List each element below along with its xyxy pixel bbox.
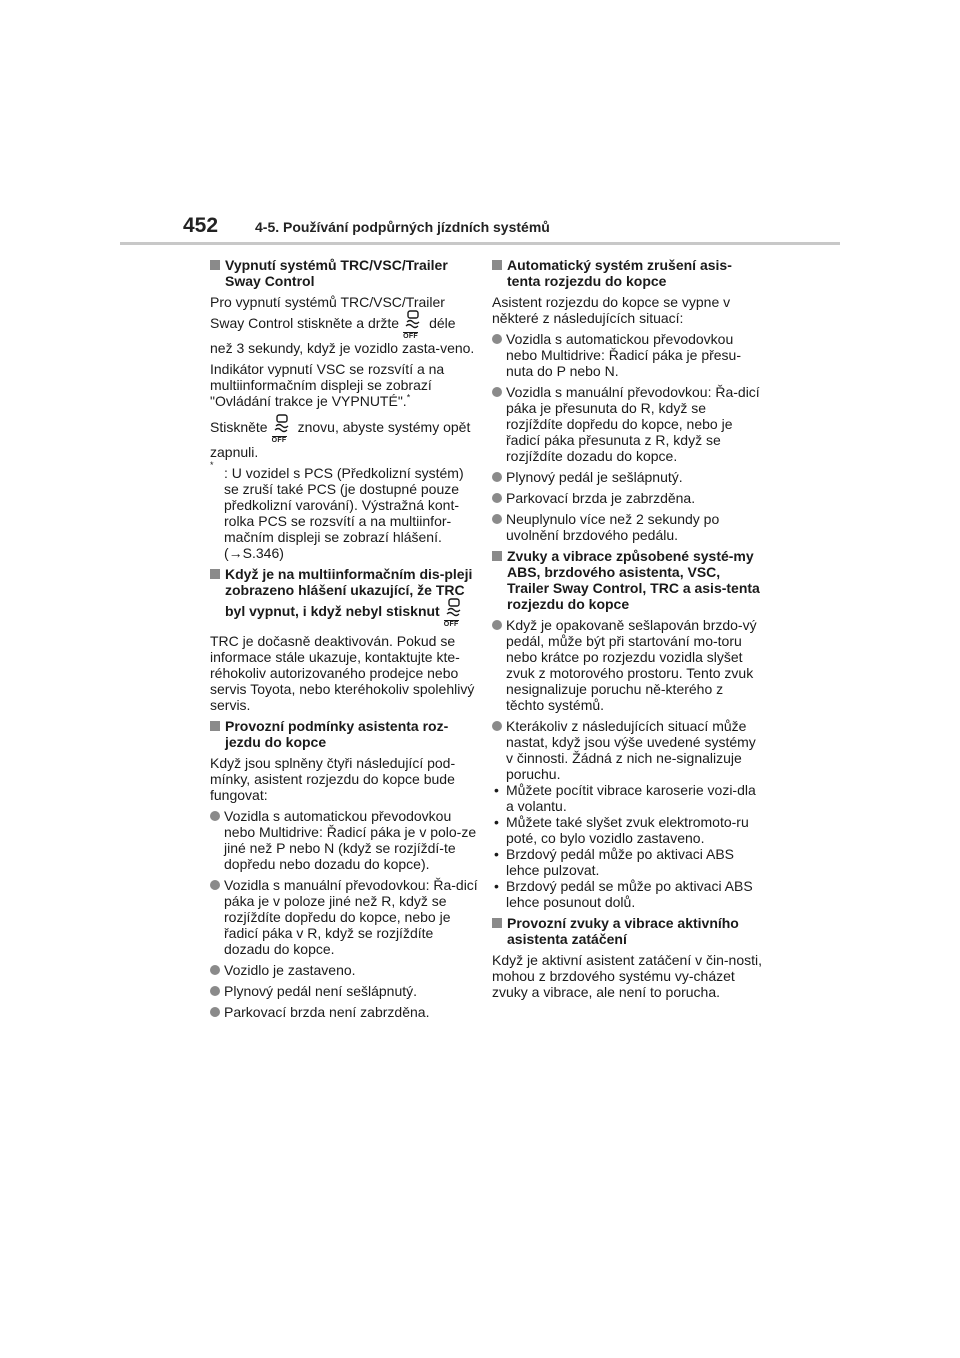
- round-bullet-icon: [210, 1007, 220, 1017]
- left-column: [210, 257, 480, 1025]
- list-item: Parkovací brzda není zabrzděna.: [210, 1004, 480, 1020]
- list-item: Vozidla s automatickou převodovkou nebo Multidrive: Řadicí páka je v polo-ze jiné než P nebo N (když se rozjíždí-te dopředu nebo dozadu do kopce).: [210, 808, 480, 872]
- section-heading: Provozní podmínky asistenta roz-jezdu do kopce: [210, 718, 480, 750]
- traction-off-icon: [272, 414, 294, 444]
- page-header: [183, 214, 550, 238]
- list-item: Vozidla s automatickou převodovkou nebo Multidrive: Řadicí páka je přesu-nuta do P nebo N.: [492, 331, 762, 379]
- off-label: OFF: [443, 621, 459, 628]
- round-bullet-icon: [210, 811, 220, 821]
- round-bullet-icon: [210, 986, 220, 996]
- dash-bullet: •: [494, 846, 499, 862]
- off-label: OFF: [271, 437, 287, 444]
- paragraph: Stiskněte OFF znovu, abyste systémy opět zapnuli.: [210, 414, 480, 460]
- round-bullet-icon: [210, 880, 220, 890]
- section-heading: Vypnutí systémů TRC/VSC/Trailer Sway Control: [210, 257, 480, 289]
- round-bullet-icon: [492, 493, 502, 503]
- sub-list-item: • Brzdový pedál může po aktivaci ABS lehce pulzovat.: [494, 846, 735, 878]
- page-number: 452: [183, 214, 219, 237]
- footnote: * : U vozidel s PCS (Předkolizní systém) se zruší také PCS (je dostupné pouze předkolizní varování). Výstražná kont-rolka PCS se rozsvítí a na multiinfor-mačním displeji se zobrazí hlášení. (→S.346): [210, 460, 464, 561]
- sub-list-item: • Můžete pocítit vibrace karoserie vozi-dla a volantu.: [494, 782, 756, 814]
- traction-off-icon: [403, 310, 425, 340]
- round-bullet-icon: [492, 387, 502, 397]
- round-bullet-icon: [492, 721, 502, 731]
- list-item: Vozidla s manuální převodovkou: Řa-dicí páka je přesunuta do R, když se rozjíždíte dopředu do kopce, nebo je řadicí páka přesunuta z R, když se rozjíždíte dozadu do kopce.: [492, 384, 762, 464]
- round-bullet-icon: [492, 620, 502, 630]
- traction-off-icon: [444, 598, 466, 628]
- section-heading: Zvuky a vibrace způsobené systé-my ABS, brzdového asistenta, VSC, Trailer Sway Control, TRC a asis-tenta rozjezdu do kopce: [492, 548, 762, 612]
- square-bullet-icon: [210, 569, 220, 579]
- square-bullet-icon: [210, 721, 220, 731]
- dash-bullet: •: [494, 782, 499, 798]
- paragraph: Indikátor vypnutí VSC se rozsvítí a na multiinformačním displeji se zobrazí "Ovládání trakce je VYPNUTÉ".*: [210, 361, 445, 409]
- list-item: Neuplynulo více než 2 sekundy po uvolnění brzdového pedálu.: [492, 511, 762, 543]
- round-bullet-icon: [492, 472, 502, 482]
- list-item: Plynový pedál je sešlápnutý.: [492, 469, 762, 485]
- square-bullet-icon: [492, 260, 502, 270]
- list-item: Vozidla s manuální převodovkou: Řa-dicí páka je v poloze jiné než R, když se rozjíždíte dopředu do kopce, nebo je řadicí páka v R, když se rozjíždíte dozadu do kopce.: [210, 877, 480, 957]
- list-item: Kterákoliv z následujících situací může nastat, když jsou výše uvedené systémy v činnosti. Žádná z nich ne-signalizuje poruchu.: [492, 718, 762, 782]
- sub-list-item: • Brzdový pedál se může po aktivaci ABS lehce posunout dolů.: [494, 878, 753, 910]
- footnote-marker: *: [406, 392, 411, 403]
- paragraph: TRC je dočasně deaktivován. Pokud se informace stále ukazuje, kontaktujte kte-réhokoliv autorizovaného prodejce nebo servis Toyota, nebo kteréhokoliv spolehlivý servis.: [210, 633, 475, 713]
- list-item: Když je opakovaně sešlapován brzdo-vý pedál, může být při startování mo-toru nebo krátce po rozjezdu vozidla slyšet zvuk z motorového prostoru. Tento zvuk nesignalizuje poruchu ně-kterého z těchto systémů.: [492, 617, 762, 713]
- off-label: OFF: [403, 333, 418, 340]
- square-bullet-icon: [492, 918, 502, 928]
- paragraph: Asistent rozjezdu do kopce se vypne v některé z následujících situací:: [492, 294, 731, 326]
- list-item: Vozidlo je zastaveno.: [210, 962, 480, 978]
- section-title: 4-5. Používání podpůrných jízdních systémů: [255, 219, 550, 235]
- section-heading: Provozní zvuky a vibrace aktivního asistenta zatáčení: [492, 915, 762, 947]
- section-heading: Automatický systém zrušení asis-tenta rozjezdu do kopce: [492, 257, 762, 289]
- paragraph: Když je aktivní asistent zatáčení v čin-nosti, mohou z brzdového systému vy-cházet zvuky a vibrace, ale není to porucha.: [492, 952, 763, 1000]
- section-heading: Když je na multiinformačním dis-pleji zobrazeno hlášení ukazující, že TRC byl vypnut, i když nebyl stisknut OFF: [210, 566, 480, 628]
- round-bullet-icon: [492, 334, 502, 344]
- right-column: [492, 257, 762, 1005]
- header-divider: [120, 242, 840, 245]
- square-bullet-icon: [492, 551, 502, 561]
- dash-bullet: •: [494, 878, 499, 894]
- list-item: Parkovací brzda je zabrzděna.: [492, 490, 762, 506]
- square-bullet-icon: [210, 260, 220, 270]
- paragraph: Pro vypnutí systémů TRC/VSC/Trailer Sway Control stiskněte a držte OFF déle než 3 sekundy, když je vozidlo zasta-veno.: [210, 294, 475, 356]
- sub-list-item: • Můžete také slyšet zvuk elektromoto-ru poté, co bylo vozidlo zastaveno.: [494, 814, 749, 846]
- paragraph: Když jsou splněny čtyři následující pod-mínky, asistent rozjezdu do kopce bude fungovat:: [210, 755, 456, 803]
- dash-bullet: •: [494, 814, 499, 830]
- round-bullet-icon: [210, 965, 220, 975]
- list-item: Plynový pedál není sešlápnutý.: [210, 983, 480, 999]
- round-bullet-icon: [492, 514, 502, 524]
